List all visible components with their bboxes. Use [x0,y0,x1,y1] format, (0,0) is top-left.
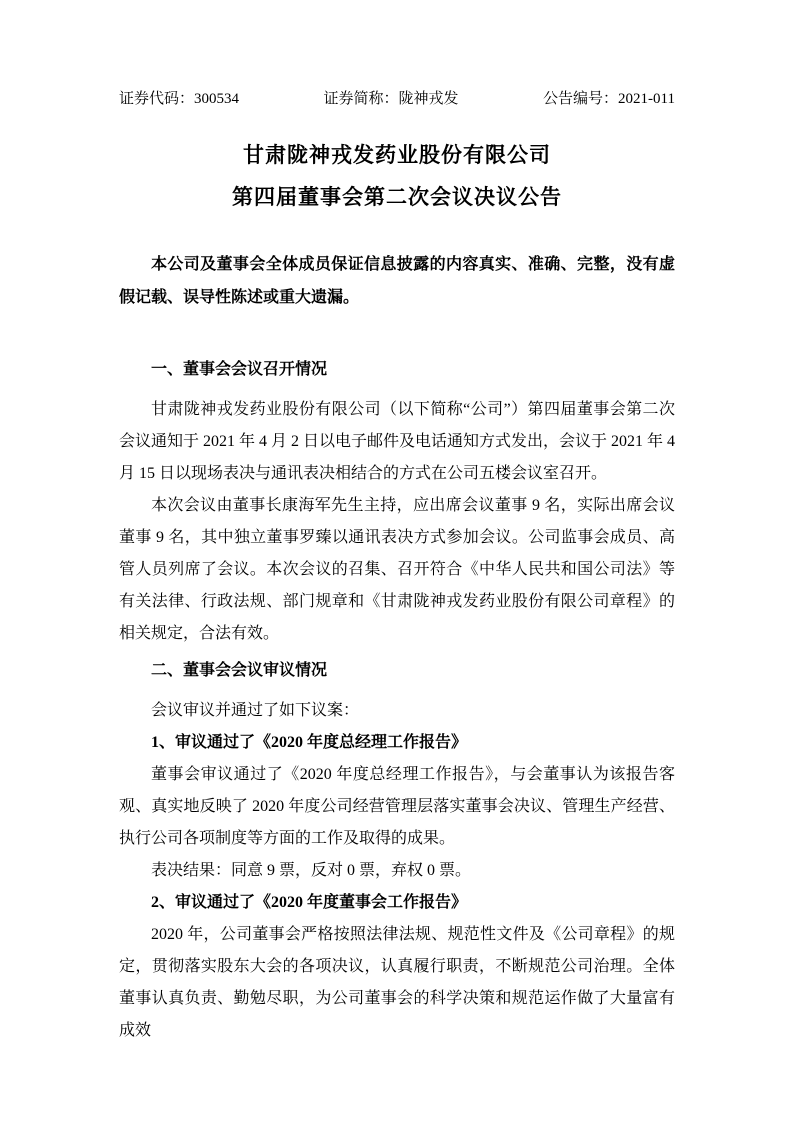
company-name-title: 甘肃陇神戎发药业股份有限公司 [243,143,551,167]
resolution-item-2-heading: 2、审议通过了《2020 年度董事会工作报告》 [151,894,468,911]
section-2-intro: 会议审议并通过了如下议案： [151,702,360,719]
document-title-block [119,134,675,218]
resolution-item-1-heading: 1、审议通过了《2020 年度总经理工作报告》 [151,734,468,751]
announcement-subtitle: 第四届董事会第二次会议决议公告 [232,185,562,209]
section-1-paragraph-2: 本次会议由董事长康海军先生主持，应出席会议董事 9 名，实际出席会议董事 9 名，其中独立董事罗臻以通讯表决方式参加会议。公司监事会成员、高管人员列席了会议。本次会议的召集、召开符合《中华人民共和国公司法》等有关法律、行政法规、部门规章和《甘肃陇神戎发药业股份有限公司章程》的相关规定，合法有效。 [119,497,675,642]
disclaimer-statement: 本公司及董事会全体成员保证信息披露的内容真实、准确、完整，没有虚假记载、误导性陈述或重大遗漏。 [119,256,675,306]
resolution-item-2-paragraph: 2020 年，公司董事会严格按照法律法规、规范性文件及《公司章程》的规定，贯彻落实股东大会的各项决议，认真履行职责，不断规范公司治理。全体董事认真负责、勤勉尽职，为公司董事会的科学决策和规范运作做了大量富有成效 [119,926,675,1039]
resolution-item-1-vote-result: 表决结果：同意 9 票，反对 0 票，弃权 0 票。 [151,862,472,879]
announcement-number: 公告编号：2021-011 [543,91,675,107]
stock-code: 证券代码：300534 [119,91,240,107]
document-meta-row [119,88,675,110]
resolution-item-1-paragraph: 董事会审议通过了《2020 年度总经理工作报告》，与会董事认为该报告客观、真实地反映了 2020 年度公司经营管理层落实董事会决议、管理生产经营、执行公司各项制度等方面的工作及取得的成果。 [119,766,675,847]
stock-short-name: 证券简称：陇神戎发 [323,91,459,107]
section-1-heading: 一、董事会会议召开情况 [151,361,328,378]
section-1-paragraph-1: 甘肃陇神戎发药业股份有限公司（以下简称“公司”）第四届董事会第二次会议通知于 2021 年 4 月 2 日以电子邮件及电话通知方式发出，会议于 2021 年 4 月 15 日以现场表决与通讯表决相结合的方式在公司五楼会议室召开。 [119,401,676,482]
section-2-heading: 二、董事会会议审议情况 [151,662,328,679]
